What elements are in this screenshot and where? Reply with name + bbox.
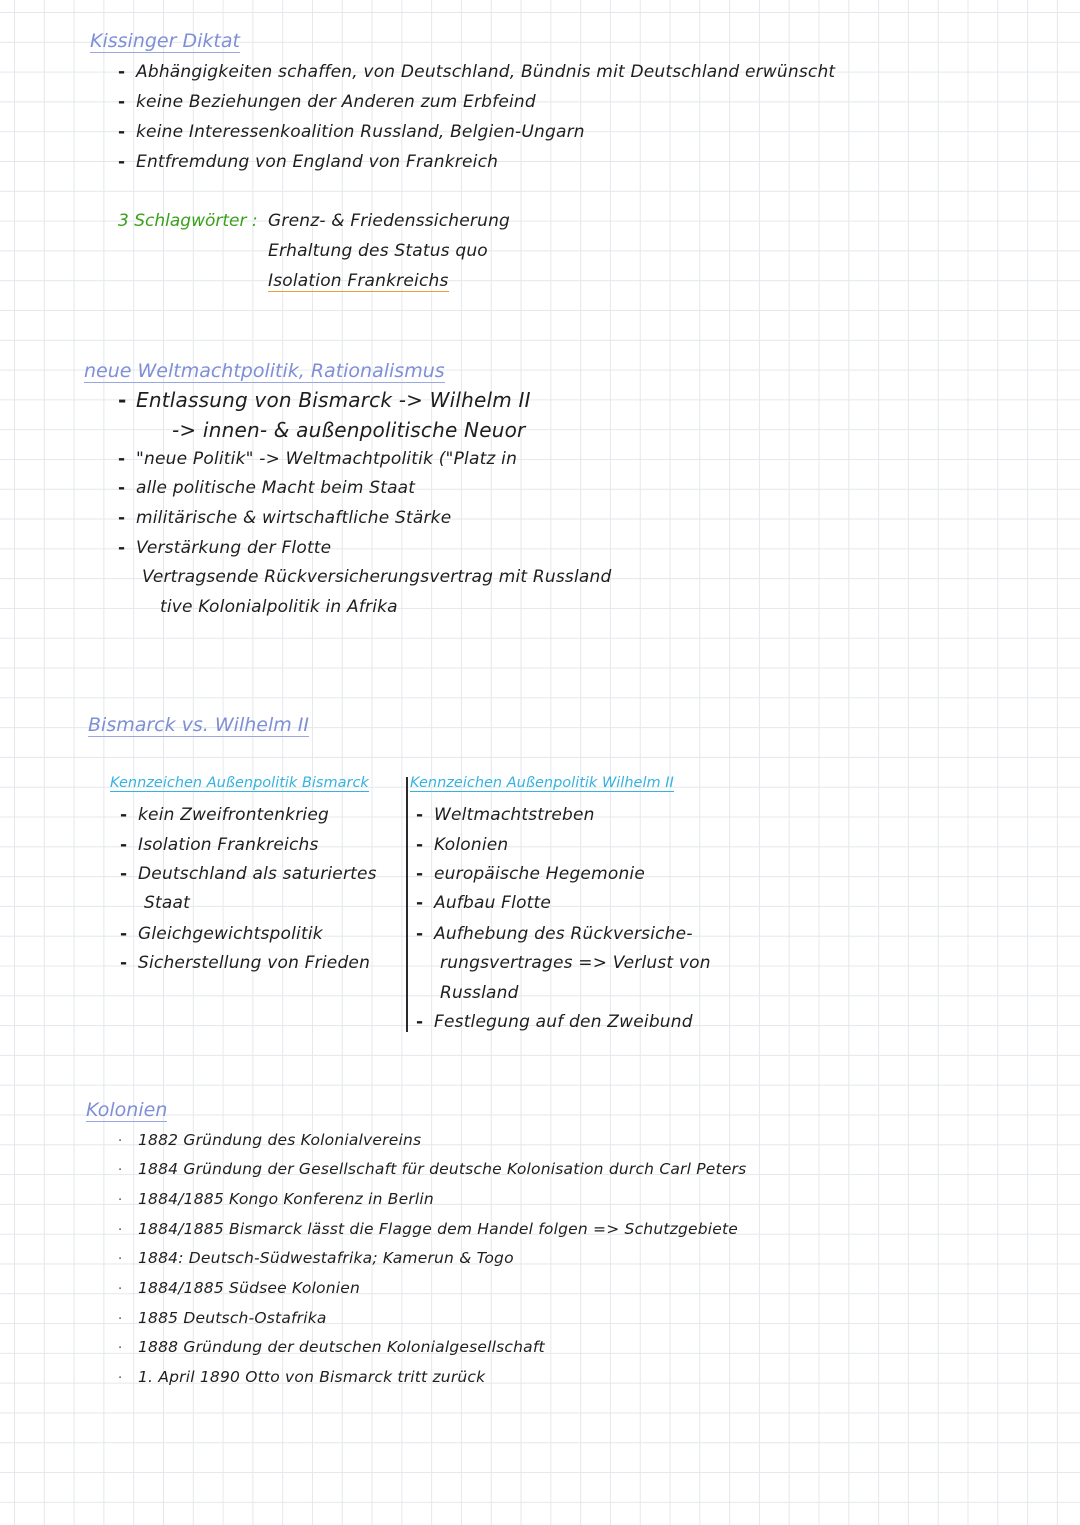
bismarck-item: Staat [144,893,190,913]
kolonien-item [118,1131,421,1149]
kissinger-item-text: Entfremdung von England von Frankreich [136,152,499,172]
wilhelm-item [416,805,595,825]
kolonien-item-text: 1888 Gründung der deutschen Kolonialgesellschaft [138,1338,545,1356]
wilhelm-item: rungsvertrages => Verlust von [440,953,711,973]
kolonien-item-text: 1884/1885 Kongo Konferenz in Berlin [138,1190,434,1208]
wilhelm-item: Russland [440,983,519,1003]
kissinger-item-text: Abhängigkeiten schaffen, von Deutschland, Bündnis mit Deutschland erwünscht [136,62,836,82]
bismarck-item-text: Gleichgewichtspolitik [138,924,323,944]
wilhelm-item [416,924,693,944]
weltmacht-item: Vertragsende Rückversicherungsvertrag mit Russland [142,567,612,587]
dash-bullet: - [416,864,424,884]
kissinger-item-text: keine Beziehungen der Anderen zum Erbfeind [136,92,536,112]
wilhelm-item-text: Aufbau Flotte [434,893,552,913]
kolonien-item [118,1368,485,1386]
dash-bullet: - [118,449,126,469]
weltmacht-item [118,478,415,498]
kolonien-item-text: 1882 Gründung des Kolonialvereins [138,1131,422,1149]
slogan-item: Grenz- & Friedenssicherung [268,211,511,231]
kissinger-item-text: keine Interessenkoalition Russland, Belgien-Ungarn [136,122,585,142]
wilhelm-item-text: europäische Hegemonie [434,864,646,884]
slogan-item: Erhaltung des Status quo [268,241,488,261]
wilhelm-item-text: Aufhebung des Rückversiche- [434,924,693,944]
dash-bullet: - [416,1012,424,1032]
kolonien-item-text: 1884/1885 Bismarck lässt die Flagge dem Handel folgen => Schutzgebiete [138,1220,739,1238]
dash-bullet: - [416,835,424,855]
kolonien-item [118,1249,514,1267]
kolonien-item [118,1160,746,1178]
dash-bullet: - [118,478,126,498]
kolonien-item-text: 1884: Deutsch-Südwestafrika; Kamerun & Togo [138,1249,514,1267]
column-divider [406,777,408,1032]
dot-bullet: · [118,1134,123,1149]
kissinger-item [118,152,498,172]
kolonien-item-text: 1884/1885 Südsee Kolonien [138,1279,360,1297]
dot-bullet: · [118,1163,123,1178]
bismarck-item [120,953,370,973]
kissinger-heading: Kissinger Diktat [90,30,240,52]
dot-bullet: · [118,1193,123,1208]
weltmacht-item-text: alle politische Macht beim Staat [136,478,416,498]
column-heading-bismarck: Kennzeichen Außenpolitik Bismarck [110,775,369,791]
wilhelm-item-text: Weltmachtstreben [434,805,595,825]
weltmacht-item: tive Kolonialpolitik in Afrika [160,597,398,617]
dot-bullet: · [118,1341,123,1356]
dash-bullet: - [416,805,424,825]
column-heading-wilhelm: Kennzeichen Außenpolitik Wilhelm II [410,775,674,791]
bismarck-item-text: Deutschland als saturiertes [138,864,377,884]
weltmacht-heading: neue Weltmachtpolitik, Rationalismus [84,360,445,382]
bismarck-item [120,864,377,884]
kolonien-item [118,1338,545,1356]
weltmacht-item-text: militärische & wirtschaftliche Stärke [136,508,452,528]
dash-bullet: - [416,924,424,944]
slogan-item [268,271,449,291]
dash-bullet: - [120,864,128,884]
dash-bullet: - [118,508,126,528]
dash-bullet: - [120,953,128,973]
wilhelm-item [416,864,645,884]
dot-bullet: · [118,1223,123,1238]
dash-bullet: - [416,893,424,913]
kissinger-item [118,92,536,112]
wilhelm-item-text: Festlegung auf den Zweibund [434,1012,693,1032]
weltmacht-item-text: Entlassung von Bismarck -> Wilhelm II [136,388,531,412]
kolonien-item [118,1279,360,1297]
weltmacht-item [118,538,331,558]
dash-bullet: - [120,924,128,944]
kissinger-item [118,62,835,82]
dot-bullet: · [118,1282,123,1297]
bismarck-item-text: Isolation Frankreichs [138,835,319,855]
dot-bullet: · [118,1252,123,1267]
vergleich-heading: Bismarck vs. Wilhelm II [88,714,309,736]
bismarck-item [120,835,319,855]
weltmacht-item: -> innen- & außenpolitische Neuor [172,418,526,442]
kolonien-heading: Kolonien [86,1099,168,1121]
dot-bullet: · [118,1312,123,1327]
kolonien-item-text: 1. April 1890 Otto von Bismarck tritt zurück [138,1368,486,1386]
weltmacht-item [118,388,531,412]
dash-bullet: - [118,122,126,142]
dash-bullet: - [120,835,128,855]
dash-bullet: - [120,805,128,825]
kolonien-item-text: 1885 Deutsch-Ostafrika [138,1309,327,1327]
slogan-item-text: Isolation Frankreichs [268,271,449,291]
weltmacht-item [118,449,517,469]
weltmacht-item-text: "neue Politik" -> Weltmachtpolitik ("Platz in [136,449,518,469]
dash-bullet: - [118,152,126,172]
wilhelm-item [416,1012,693,1032]
dash-bullet: - [118,92,126,112]
weltmacht-item [118,508,451,528]
wilhelm-item [416,893,551,913]
bismarck-item-text: kein Zweifrontenkrieg [138,805,329,825]
wilhelm-item [416,835,508,855]
kissinger-item [118,122,585,142]
bismarck-item-text: Sicherstellung von Frieden [138,953,371,973]
slogans-label: 3 Schlagwörter : [118,211,258,231]
kolonien-item [118,1190,434,1208]
wilhelm-item-text: Kolonien [434,835,509,855]
dash-bullet: - [118,62,126,82]
dash-bullet: - [118,538,126,558]
bismarck-item [120,805,329,825]
dash-bullet: - [118,388,127,412]
dot-bullet: · [118,1371,123,1386]
kolonien-item [118,1220,738,1238]
kolonien-item-text: 1884 Gründung der Gesellschaft für deutsche Kolonisation durch Carl Peters [138,1160,747,1178]
kolonien-item [118,1309,327,1327]
weltmacht-item-text: Verstärkung der Flotte [136,538,332,558]
bismarck-item [120,924,323,944]
